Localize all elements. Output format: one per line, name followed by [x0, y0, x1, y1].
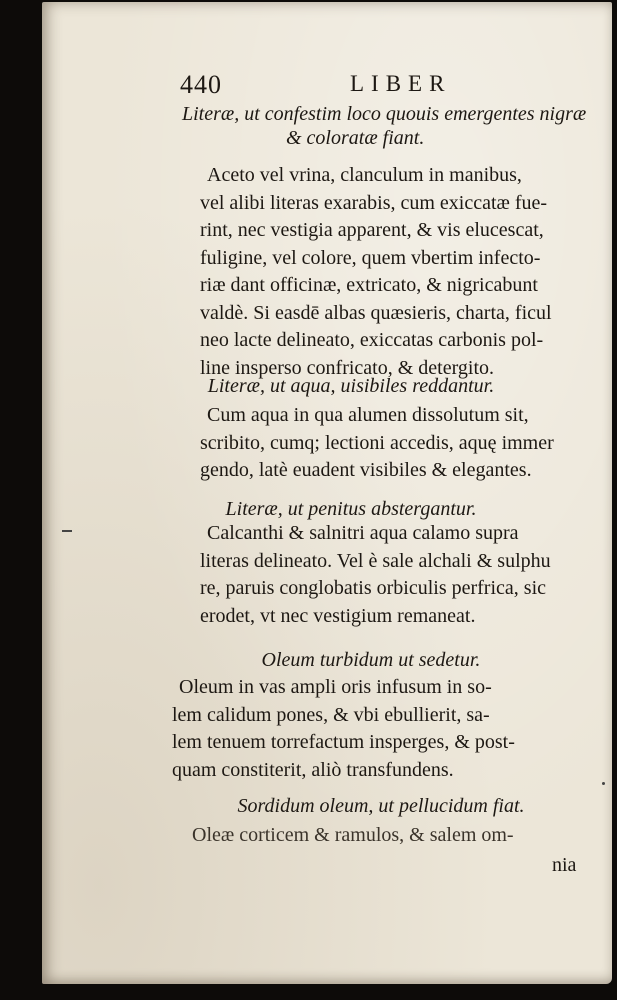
- ink-speck: [602, 782, 605, 785]
- body-line: Oleæ corticem & ramulos, & salem om-: [192, 824, 514, 846]
- section-heading-4: [42, 648, 617, 672]
- body-line: Aceto vel vrina, clanculum in manibus,: [207, 164, 522, 186]
- margin-mark: [62, 530, 72, 532]
- body-line: gendo, latè euadent visibiles & elegantes.: [200, 459, 532, 481]
- body-line: valdè. Si easdē albas quæsieris, charta, ficul: [200, 301, 552, 324]
- heading-line: & coloratæ fiant.: [286, 127, 425, 149]
- body-line: literas delineato. Vel è sale alchali & sulphu: [200, 549, 551, 572]
- book-page: [42, 2, 612, 984]
- page-number: 440: [180, 70, 222, 99]
- body-line: quam constiterit, aliò transfundens.: [172, 758, 454, 781]
- section-body-2: [200, 402, 594, 485]
- body-line: lem calidum pones, & vbi ebullierit, sa-: [172, 703, 490, 726]
- section-heading-5: [42, 794, 617, 818]
- body-line: Oleum in vas ampli oris infusum in so-: [179, 676, 492, 698]
- section-heading-1: [42, 102, 612, 150]
- section-body-4: [172, 674, 596, 784]
- heading-line: Literæ, ut aqua, uisibiles reddantur.: [207, 375, 495, 397]
- body-line: erodet, vt nec vestigium remaneat.: [200, 604, 476, 627]
- body-line: fuligine, vel colore, quem vbertim infecto-: [200, 246, 541, 269]
- section-body-5: [192, 822, 612, 850]
- body-line: riæ dant officinæ, extricato, & nigricabunt: [200, 274, 538, 296]
- catchword: nia: [552, 854, 577, 876]
- section-heading-3: [42, 497, 617, 521]
- body-line: line insperso confricato, & detergito.: [200, 356, 494, 379]
- body-line: neo lacte delineato, exiccatas carbonis pol-: [200, 329, 544, 351]
- section-body-3: [200, 520, 594, 630]
- heading-line: Oleum turbidum ut sedetur.: [261, 649, 481, 671]
- body-line: rint, nec vestigia apparent, & vis elucescat,: [200, 219, 544, 241]
- body-line: re, paruis conglobatis orbiculis perfrica, sic: [200, 577, 546, 599]
- page-header: [180, 70, 530, 100]
- section-body-1: [200, 162, 594, 382]
- body-line: scribito, cumq; lectioni accedis, aquę immer: [200, 431, 554, 454]
- body-line: Cum aqua in qua alumen dissolutum sit,: [207, 404, 529, 426]
- section-heading-2: [42, 374, 617, 398]
- body-line: Calcanthi & salnitri aqua calamo supra: [207, 522, 519, 544]
- heading-line: Literæ, ut penitus abstergantur.: [225, 498, 477, 520]
- heading-line: Sordidum oleum, ut pellucidum fiat.: [237, 795, 525, 817]
- body-line: vel alibi literas exarabis, cum exiccatæ fue-: [200, 191, 548, 214]
- running-head: LIBER: [350, 71, 452, 96]
- body-line: lem tenuem torrefactum insperges, & post-: [172, 731, 515, 753]
- heading-line: Literæ, ut confestim loco quouis emergentes nigræ: [182, 103, 587, 125]
